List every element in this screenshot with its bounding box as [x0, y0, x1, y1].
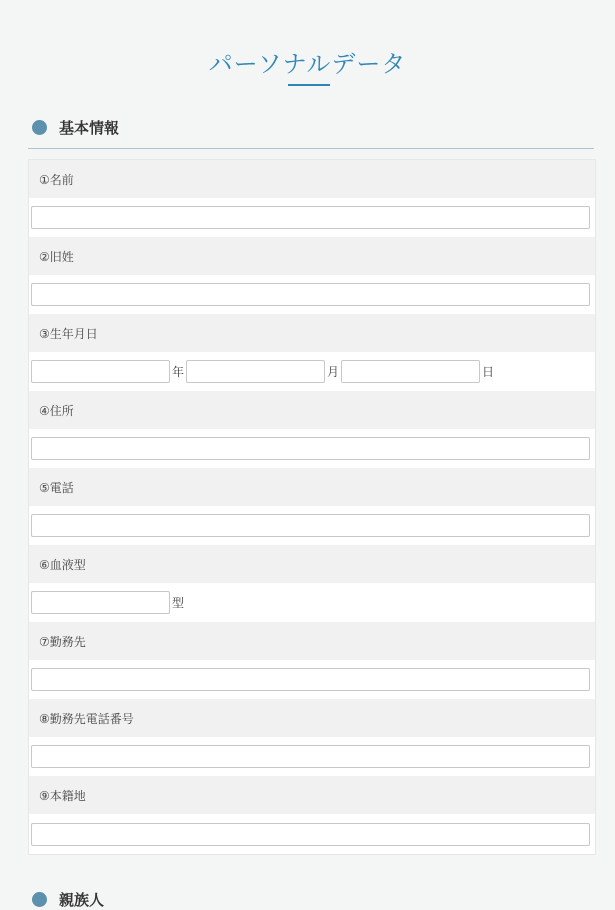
section-title: 基本情報 — [59, 118, 120, 137]
workplace-input[interactable] — [31, 668, 590, 691]
workplace-phone-input[interactable] — [31, 745, 590, 768]
bullet-dot-icon — [32, 120, 47, 135]
birth-day-input[interactable] — [341, 360, 480, 383]
field-row-address — [29, 429, 595, 468]
page-title: パーソナルデータ — [208, 50, 407, 78]
field-row-workplace-phone — [29, 737, 595, 776]
year-unit: 年 — [172, 365, 185, 379]
blood-type-input[interactable] — [31, 591, 170, 614]
address-input[interactable] — [31, 437, 590, 460]
field-label-registered-domicile: ⑨本籍地 — [29, 776, 595, 814]
field-label-name: ①名前 — [29, 160, 595, 198]
birth-year-input[interactable] — [31, 360, 170, 383]
field-row-birthdate — [29, 352, 595, 391]
field-label-workplace-phone: ⑧勤務先電話番号 — [29, 699, 595, 737]
field-label-phone: ⑤電話 — [29, 468, 595, 506]
birth-month-input[interactable] — [186, 360, 325, 383]
day-unit: 日 — [482, 365, 495, 379]
section-header-basic-info — [32, 116, 119, 138]
maiden-name-input[interactable] — [31, 283, 590, 306]
section-title: 親族人 — [59, 890, 105, 909]
field-row-name — [29, 198, 595, 237]
field-row-blood-type — [29, 583, 595, 622]
field-label-maiden-name: ②旧姓 — [29, 237, 595, 275]
title-underline — [288, 84, 330, 86]
field-label-address: ④住所 — [29, 391, 595, 429]
name-input[interactable] — [31, 206, 590, 229]
month-unit: 月 — [327, 365, 340, 379]
field-row-registered-domicile — [29, 814, 595, 854]
field-row-maiden-name — [29, 275, 595, 314]
field-label-birthdate: ③生年月日 — [29, 314, 595, 352]
field-row-workplace — [29, 660, 595, 699]
registered-domicile-input[interactable] — [31, 823, 590, 846]
field-label-blood-type: ⑥血液型 — [29, 545, 595, 583]
basic-info-form — [28, 159, 596, 855]
section-header-relatives — [32, 888, 104, 910]
field-label-workplace: ⑦勤務先 — [29, 622, 595, 660]
field-row-phone — [29, 506, 595, 545]
bullet-dot-icon — [32, 892, 47, 907]
blood-type-unit: 型 — [172, 596, 185, 610]
section-divider — [28, 148, 594, 149]
phone-input[interactable] — [31, 514, 590, 537]
